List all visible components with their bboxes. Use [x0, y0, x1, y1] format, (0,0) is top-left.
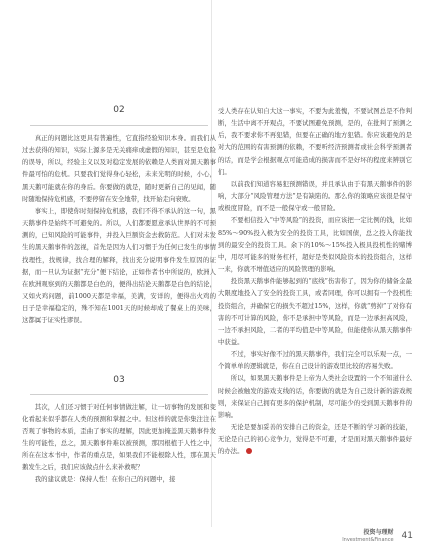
paragraph: 其次，人们还习惯于对任何事情做注解，让一切事物的发展和变化看起来似乎都在人类的预测和掌握之中。但这样的就是你集注注在否观了事物的本质，歪曲了事实的理解，因此更加掩盖黑天鹅事件发生的可能性，总之，黑天鹅事件难以被预测，那因根植于人性之中，所在在这本书中，作者的重点是，如果我们不能根除人性，那在黑天鹅发生之后，我们应该做点什么来补救呢？	[22, 402, 216, 472]
right-column	[218, 0, 412, 458]
paragraph: 不过，事实好像不过的黑天鹅事件，我们完全可以乐观一点，一个简单单的逻辑就是，你在自己设计的游戏里比较的容易失败。	[218, 350, 412, 371]
page-number: 41	[401, 531, 413, 541]
paragraph-text: 无论是要加妥善的安排自己的资金，还是不断的学习新的技能，无论是自己的初心竞争力，觉得是不可避，才是面对黑天鹅事件最好的办法。	[218, 423, 412, 456]
left-column	[22, 0, 216, 486]
magazine-brand	[342, 529, 393, 544]
paragraph: 以前我们知道容易犯预测错误，并且承认由于有黑天鹅事件的影响，大部分“风险管理方法”是有缺陷的。那么你的策略应该很是保守或极度冒险，而不是一般保守或一般冒险。	[218, 179, 412, 213]
section-number-03: 03	[113, 374, 125, 385]
paragraph: 我的建议就是：保持人性！在你自己的问题中，接	[34, 475, 176, 484]
section-number-02: 02	[113, 105, 125, 115]
page-footer	[342, 525, 413, 547]
paragraph: 所以，如果黑天鹅事件是上帝为人类社会设置的一个不知道什么时候会被触发的游戏支线的话，你要做的就是为自己设计新的游戏规则，来保证自己拥有更多的保护机制，尽可能少的受到黑天鹅事件的影响。	[218, 374, 412, 419]
paragraph: 投资黑天鹅事件能够起到的“底线”伤害你了，因为你的储备金最大限度地投入了安全的投资工具，或者同理，你可以拥有一个投机性投资组合，并确保它的损失不超过15%，这样，你就“剪掉”了对你有害的不可计算的风险，你不是承担中等风险，而是一边承担高风险，一边不承担风险，二者的平均值是中等风险，但能使你从黑天鹅事件中获益。	[218, 277, 412, 346]
end-mark-icon	[246, 448, 252, 454]
paragraph: 不要相信投入“中等风险”的投资，而应该把一定比例的钱，比如85%～90%投入极为安全的投资工具，比如国债，总之投入你能找到的最安全的投资工具。余下的10%～15%投入极具投机性的赌博中，用尽可能多的财务杠杆，超好是类似风险资本的投资组合，这样一来，你就不增值适应的风险管理的影响。	[218, 216, 412, 274]
paragraph	[218, 421, 412, 457]
paragraph: 真正的问题比这更具有普遍性，它直指经验知识本身。而我们从过去获得的知识，实际上源多是无关痛痒或虚假的知识，甚至是危险的误导，所以，经验主义以及对稳定发展的依赖是人类面对黑天鹅事件最可怕的危机。只要我们觉得身心轻松，未来光明的时候，小心，黑天鹅可能就在你的身后。你要做的就是，随时更新自己的见闻，随时随地保持危机感，不要停留在安全地带，找开始走向衰败。	[22, 134, 216, 203]
brand-name-en: Investment&Finance	[342, 536, 394, 543]
brand-name-cn: 投资与理财	[363, 528, 394, 536]
paragraph: 受人类存在认知自大这一事实，不要为此羞愧，不要试图总是不作判断，生活中离不开观点，不要试图避免预测，是的，在批判了预测之后，我不要求你不再犯错，但要在正确的地方犯错。你应该避免的是对大的范围的有害预测的依赖，不要听经济预测者或社会科学预测者的话，而是学会根据观点可能造成的损害而不是好坏的程度来辨别它们。	[218, 107, 412, 176]
paragraph: 事实上，即使你时刻保持危机感，我们不得不承认的这一句，黑天鹅事件是始终不可避免的。所以，人们都要愿意承认世界的不可预测的，已知风险的可能事件，并投入巨额资金去救防范。人们对未发生的黑天鹅事件的忽视，首先是因为人们习惯于为任何已发生的事情找理性，找规律，找合理的解释，找出充分说明事件发生原因的证据，而一旦认为证据“充分”便下结论，正如作者书中所说的，欧洲人在欧洲观察到的天鹅都是白色的，便得出结论天鹅都是白色的结论，又如火鸡问题，前1000天都是幸福，美满，安详的，便得出火鸡的日子是幸福稳定的，殊不知在1001天的时候却成了餐桌上的美味，这都属于证实性谬误。	[22, 206, 216, 325]
